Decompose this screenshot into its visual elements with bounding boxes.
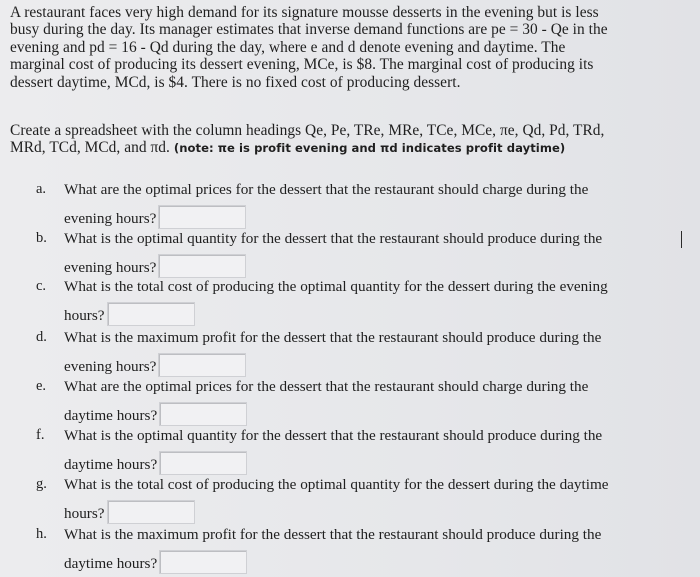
question-letter: f.	[36, 427, 45, 443]
question-text-cont	[64, 500, 195, 524]
intro-line: marginal cost of producing its dessert evening, MCe, is $8. The marginal cost of producing its	[10, 56, 594, 74]
intro-line: busy during the day. Its manager estimates that inverse demand functions are pe = 30 - Qe in the	[10, 21, 608, 39]
intro-line: dessert daytime, MCd, is $4. There is no fixed cost of producing dessert.	[10, 73, 461, 91]
intro-line: evening and pd = 16 - Qd during the day, where e and d denote evening and daytime. The	[10, 38, 566, 56]
question-text-end: evening hours?	[64, 358, 157, 375]
question-text: What is the maximum profit for the dessert that the restaurant should produce during the	[64, 526, 602, 543]
question-text-cont	[64, 254, 246, 278]
answer-input-b[interactable]	[158, 254, 246, 278]
question-text: What is the total cost of producing the optimal quantity for the dessert during the daytime	[64, 476, 609, 493]
question-letter: h.	[36, 526, 47, 542]
answer-input-d[interactable]	[158, 353, 246, 377]
question-text-end: evening hours?	[64, 259, 157, 276]
question-letter: g.	[36, 476, 47, 492]
question-text: What is the optimal quantity for the dessert that the restaurant should produce during the	[64, 427, 603, 444]
question-text-cont	[64, 451, 247, 475]
text-cursor	[681, 231, 682, 248]
instructions	[10, 122, 690, 158]
answer-input-g[interactable]	[107, 500, 195, 524]
question-text-cont	[64, 402, 247, 426]
question-letter: c.	[36, 278, 47, 294]
answer-input-c[interactable]	[107, 302, 195, 326]
question-letter: d.	[36, 329, 47, 345]
question-text-end: daytime hours?	[64, 407, 158, 424]
question-text-cont	[64, 205, 246, 229]
question-text: What are the optimal prices for the dessert that the restaurant should charge during the	[64, 378, 589, 395]
question-letter: b.	[36, 230, 47, 246]
question-text-cont	[64, 550, 247, 574]
question-text-end: daytime hours?	[64, 456, 158, 473]
question-text-cont	[64, 353, 246, 377]
question-text-end: evening hours?	[64, 210, 157, 227]
question-text: What is the optimal quantity for the dessert that the restaurant should produce during the	[64, 230, 603, 247]
problem-statement	[10, 4, 690, 91]
instructions-line: Create a spreadsheet with the column headings Qe, Pe, TRe, MRe, TCe, MCe, πe, Qd, Pd, TRd,	[10, 122, 605, 139]
question-text-end: daytime hours?	[64, 555, 158, 572]
answer-input-e[interactable]	[159, 402, 247, 426]
question-text: What is the total cost of producing the optimal quantity for the dessert during the evening	[64, 278, 608, 295]
answer-input-f[interactable]	[159, 451, 247, 475]
intro-line: A restaurant faces very high demand for its signature mousse desserts in the evening but is less	[10, 4, 599, 21]
question-text: What are the optimal prices for the dessert that the restaurant should charge during the	[64, 181, 589, 198]
question-text: What is the maximum profit for the dessert that the restaurant should produce during the	[64, 329, 602, 346]
question-letter: e.	[36, 378, 47, 394]
question-letter: a.	[36, 181, 47, 197]
question-text-cont	[64, 302, 195, 326]
instructions-note: (note: πe is profit evening and πd indicates profit daytime)	[173, 141, 566, 156]
instructions-line	[10, 139, 690, 157]
instructions-line-main: MRd, TCd, MCd, and πd.	[10, 139, 174, 157]
answer-input-h[interactable]	[159, 550, 247, 574]
question-text-end: hours?	[64, 505, 105, 522]
answer-input-a[interactable]	[158, 205, 246, 229]
question-text-end: hours?	[64, 307, 105, 324]
